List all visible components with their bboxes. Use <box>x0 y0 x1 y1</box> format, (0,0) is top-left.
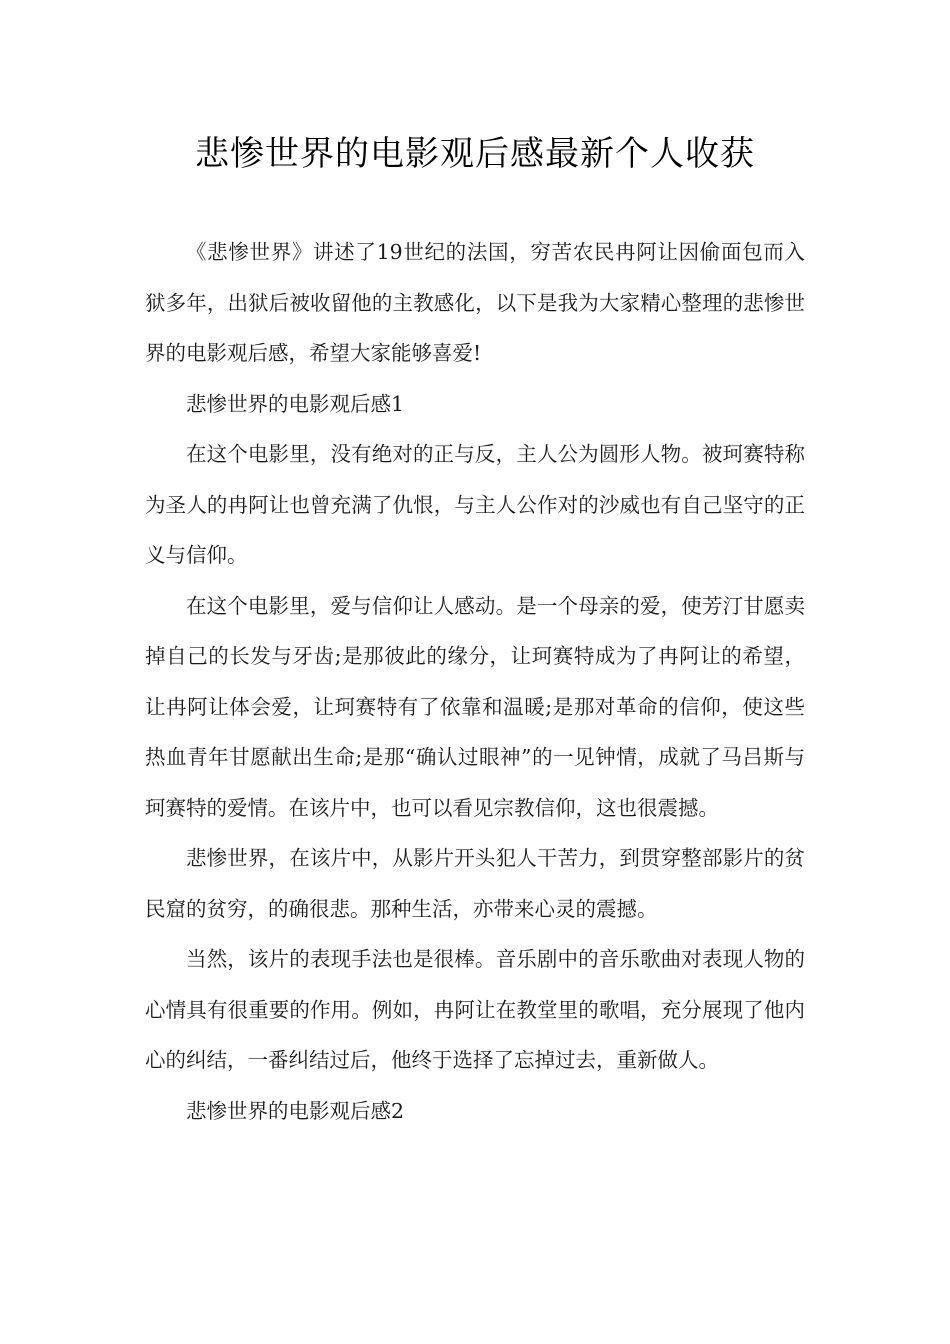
body-paragraph: 在这个电影里，没有绝对的正与反，主人公为圆形人物。被珂赛特称为圣人的冉阿让也曾充满了仇恨，与主人公作对的沙威也有自己坚守的正义与信仰。 <box>145 442 805 567</box>
body-paragraph: 在这个电影里，爱与信仰让人感动。是一个母亲的爱，使芳汀甘愿卖掉自己的长发与牙齿;是那彼此的缘分，让珂赛特成为了冉阿让的希望，让冉阿让体会爱，让珂赛特有了依靠和温暖;是那对革命的信仰，使这些热血青年甘愿献出生命;是那“确认过眼神”的一见钟情，成就了马吕斯与珂赛特的爱情。在该片中，也可以看见宗教信仰，这也很震撼。 <box>145 593 805 820</box>
body-paragraph: 当然，该片的表现手法也是很棒。音乐剧中的音乐歌曲对表现人物的心情具有很重要的作用。例如，冉阿让在教堂里的歌唱，充分展现了他内心的纠结，一番纠结过后，他终于选择了忘掉过去，重新做人。 <box>145 947 805 1072</box>
section-heading-2: 悲惨世界的电影观后感2 <box>186 1098 405 1123</box>
intro-paragraph: 《悲惨世界》讲述了19世纪的法国，穷苦农民冉阿让因偷面包而入狱多年，出狱后被收留他的主教感化，以下是我为大家精心整理的悲惨世界的电影观后感，希望大家能够喜爱! <box>145 240 805 365</box>
document-title: 悲惨世界的电影观后感最新个人收获 <box>195 134 755 174</box>
body-paragraph: 悲惨世界，在该片中，从影片开头犯人干苦力，到贯穿整部影片的贫民窟的贫穷，的确很悲。那种生活，亦带来心灵的震撼。 <box>145 846 805 921</box>
section-heading-1: 悲惨世界的电影观后感1 <box>186 391 405 416</box>
document-body <box>145 227 805 1136</box>
